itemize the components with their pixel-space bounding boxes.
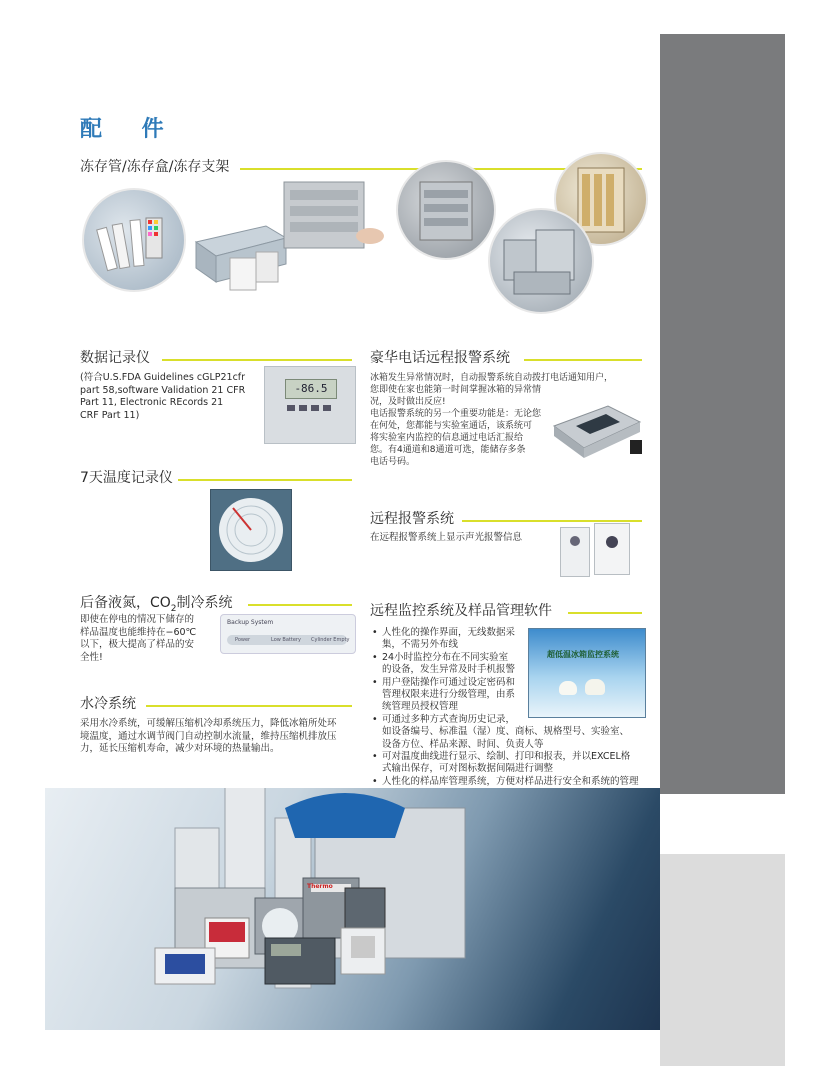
datalogger-line: Part 11, Electronic REcords 21 <box>80 397 224 408</box>
cryo-tubes-image <box>82 188 186 292</box>
page-title: 配 件 <box>80 117 180 142</box>
cryo-title: 冻存管/冻存盒/冻存支架 <box>80 159 230 175</box>
backup-panel-item: Low Battery <box>271 637 301 643</box>
cryo-rack-image <box>280 176 386 254</box>
cryo-rack-set-icon <box>490 210 592 312</box>
cryo-rack-set-image <box>488 208 594 314</box>
watercool-title: 水冷系统 <box>80 696 136 712</box>
speaker-icon <box>570 536 580 546</box>
software-feature: • 24小时监控分布在不同实验室 的设备，发生异常及时手机报警 <box>370 652 648 677</box>
cryo-box-icon <box>186 212 290 296</box>
backup-title-pre: 后备液氮，CO <box>80 595 171 611</box>
backup-rule <box>248 604 352 606</box>
phonealarm-rule <box>524 359 642 361</box>
software-feature: • 人性化的操作界面，无线数据采 集，不需另外布线 <box>370 627 648 652</box>
datalogger-line: (符合U.S.FDA Guidelines cGLP21cfr <box>80 372 246 383</box>
phone-alarm-image <box>548 396 646 466</box>
recorder7-image <box>210 489 292 571</box>
phonealarm-line: 电话号码。 <box>370 457 416 467</box>
backup-title <box>80 592 233 614</box>
backup-panel-item: Cylinder Empty <box>311 637 350 643</box>
equipment-collage-icon <box>45 788 660 1030</box>
software-feature: • 人性化的样品库管理系统，方便对样品进行安全和系统的管理 <box>370 776 648 788</box>
software-feature-list <box>370 627 648 788</box>
backup-panel-item: Power <box>235 637 251 643</box>
remotealarm-rule <box>462 520 642 522</box>
backup-line: 全性! <box>80 651 103 663</box>
phonealarm-line: 况，及时做出反应! <box>370 397 446 407</box>
datalogger-key-icon <box>311 405 319 411</box>
datalogger-desc <box>80 372 270 422</box>
backup-line: 以下，极大提高了样品的安 <box>80 639 195 650</box>
watercool-line: 采用水冷系统，可缓解压缩机冷却系统压力，降低冰箱所处环 <box>80 718 337 729</box>
watercool-desc <box>80 718 355 756</box>
datalogger-line: CRF Part 11) <box>80 409 140 421</box>
phonealarm-line: 在何处，您都能与实验室通话，该系统可 <box>370 421 533 431</box>
speaker-icon <box>606 536 618 548</box>
right-sidebar <box>660 34 785 1034</box>
bottom-photo <box>45 788 660 1030</box>
datalogger-rule <box>162 359 352 361</box>
backup-title-sub: 2 <box>170 603 177 614</box>
remote-alarm-unit-image <box>594 523 630 575</box>
software-title: 远程监控系统及样品管理软件 <box>370 603 552 619</box>
cryo-rack-icon <box>280 176 386 254</box>
brand-label: Thermo <box>307 883 333 890</box>
datalogger-display: -86.5 <box>285 379 337 399</box>
phonealarm-line: 电话报警系统的另一个重要功能是：无论您 <box>370 409 542 419</box>
phonealarm-line: 将实验室内监控的信息通过电话汇报给 <box>370 433 524 443</box>
phonealarm-title: 豪华电话远程报警系统 <box>370 350 510 366</box>
phonealarm-line: 冰箱发生异常情况时，自动报警系统自动拨打电话通知用户， <box>370 373 614 383</box>
watercool-rule <box>146 705 352 707</box>
backup-panel-label: Backup System <box>227 619 274 626</box>
software-screen-title: 超低温冰箱监控系统 <box>547 650 619 659</box>
software-feature: • 可通过多种方式查询历史记录， 如设备编号、标准温（湿）度、商标、规格型号、实验室、 设备方位、样品来源、时间、负责人等 <box>370 714 648 751</box>
chart-recorder-icon <box>211 490 291 570</box>
software-feature: • 用户登陆操作可通过设定密码和 管理权限来进行分级管理，由系 统管理员授权管理 <box>370 677 648 714</box>
watercool-line: 境温度，通过水调节阀门自动控制水流量，维持压缩机排放压 <box>80 730 337 742</box>
datalogger-image <box>264 366 356 444</box>
cryo-drawer-icon <box>398 162 494 258</box>
recorder7-rule <box>178 479 352 481</box>
backup-line: 样品温度也能维持在−60℃ <box>80 626 197 638</box>
cryo-drawer-image <box>396 160 496 260</box>
datalogger-key-icon <box>287 405 295 411</box>
phonealarm-line: 您即使在家也能第一时间掌握冰箱的异常情 <box>370 385 542 395</box>
watercool-line: 力，延长压缩机寿命，减少对环境的热量输出。 <box>80 743 280 754</box>
phone-dialer-icon <box>548 396 646 466</box>
datalogger-line: part 58,software Validation 21 CFR <box>80 384 246 396</box>
remotealarm-title: 远程报警系统 <box>370 511 454 527</box>
sidebar-gray-block <box>660 34 785 794</box>
software-feature: • 可对温度曲线进行显示、绘制、打印和报表，并以EXCEL格 式输出保存，可对图标数据间隔进行调整 <box>370 751 648 776</box>
phonealarm-line: 您。有4通道和8通道可选，能储存多条 <box>370 445 526 455</box>
cryo-box-image <box>186 212 290 296</box>
remote-alarm-unit-image <box>560 527 590 577</box>
backup-panel-image <box>220 614 356 654</box>
datalogger-key-icon <box>299 405 307 411</box>
backup-desc <box>80 614 220 664</box>
sidebar-light-block <box>660 854 785 1066</box>
software-rule <box>568 612 642 614</box>
datalogger-key-icon <box>323 405 331 411</box>
backup-title-post: 制冷系统 <box>176 595 233 611</box>
cryo-tubes-icon <box>84 190 184 290</box>
backup-line: 即使在停电的情况下储存的 <box>80 614 195 625</box>
remotealarm-text: 在远程报警系统上显示声光报警信息 <box>370 532 523 543</box>
datalogger-title: 数据记录仪 <box>80 350 150 366</box>
recorder7-title: 7天温度记录仪 <box>80 470 173 486</box>
